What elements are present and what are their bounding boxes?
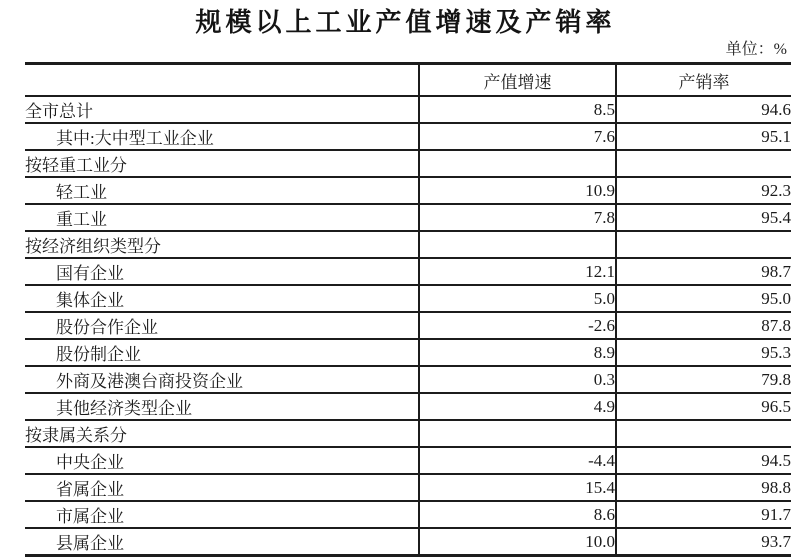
output-growth-value: 8.6 xyxy=(419,501,616,528)
table-row xyxy=(25,285,791,312)
table-row xyxy=(25,528,791,556)
sales-ratio-value: 79.8 xyxy=(761,369,791,389)
table-row xyxy=(25,420,791,447)
sales-ratio-value: 95.4 xyxy=(761,207,791,227)
sales-ratio-value xyxy=(616,420,791,447)
row-label: 市属企业 xyxy=(25,501,419,528)
sales-ratio-value: 96.5 xyxy=(761,396,791,416)
table-row xyxy=(25,393,791,420)
row-label: 中央企业 xyxy=(25,447,419,474)
row-label: 轻工业 xyxy=(25,177,419,204)
output-growth-value: 7.6 xyxy=(419,123,616,150)
header-row xyxy=(25,64,791,97)
unit-label: 单位：% xyxy=(725,41,787,58)
output-growth-value: 5.0 xyxy=(419,285,616,312)
row-label: 其中:大中型工业企业 xyxy=(25,123,419,150)
table-row xyxy=(25,447,791,474)
page-title: 规模以上工业产值增速及产销率 xyxy=(195,8,616,37)
sales-ratio-value: 95.3 xyxy=(761,342,791,362)
row-label: 按经济组织类型分 xyxy=(25,231,419,258)
output-growth-value: 4.9 xyxy=(419,393,616,420)
row-label: 按隶属关系分 xyxy=(25,420,419,447)
sales-ratio-value: 98.7 xyxy=(761,261,791,281)
row-label: 其他经济类型企业 xyxy=(25,393,419,420)
table-row xyxy=(25,339,791,366)
sales-ratio-value: 95.1 xyxy=(761,126,791,146)
table-row xyxy=(25,150,791,177)
sales-ratio-value: 98.8 xyxy=(761,477,791,497)
output-growth-value: -2.6 xyxy=(419,312,616,339)
row-label: 省属企业 xyxy=(25,474,419,501)
output-growth-value: 10.0 xyxy=(419,528,616,556)
output-growth-value: 12.1 xyxy=(419,258,616,285)
sales-ratio-value: 87.8 xyxy=(761,315,791,335)
table-row xyxy=(25,474,791,501)
row-label: 集体企业 xyxy=(25,285,419,312)
output-growth-value: 0.3 xyxy=(419,366,616,393)
row-label: 县属企业 xyxy=(25,528,419,556)
table-row xyxy=(25,366,791,393)
header-output-growth: 产值增速 xyxy=(419,64,616,97)
output-growth-value xyxy=(419,420,616,447)
sales-ratio-value: 93.7 xyxy=(761,531,791,551)
table-row xyxy=(25,123,791,150)
sales-ratio-value: 91.7 xyxy=(761,504,791,524)
output-growth-value xyxy=(419,150,616,177)
row-label: 按轻重工业分 xyxy=(25,150,419,177)
row-label: 国有企业 xyxy=(25,258,419,285)
sales-ratio-value: 94.5 xyxy=(761,450,791,470)
sales-ratio-value xyxy=(616,231,791,258)
output-growth-value: -4.4 xyxy=(419,447,616,474)
sales-ratio-value: 94.6 xyxy=(761,99,791,119)
row-label: 重工业 xyxy=(25,204,419,231)
sales-ratio-value: 95.0 xyxy=(761,288,791,308)
table-row xyxy=(25,258,791,285)
output-growth-value: 7.8 xyxy=(419,204,616,231)
table-row xyxy=(25,204,791,231)
sales-ratio-value xyxy=(616,150,791,177)
header-sales-ratio: 产销率 xyxy=(678,72,730,92)
table-row xyxy=(25,177,791,204)
row-label: 全市总计 xyxy=(25,96,419,123)
table-row xyxy=(25,96,791,123)
output-growth-value: 15.4 xyxy=(419,474,616,501)
row-label: 股份合作企业 xyxy=(25,312,419,339)
output-growth-value xyxy=(419,231,616,258)
output-growth-value: 8.9 xyxy=(419,339,616,366)
table-row xyxy=(25,501,791,528)
output-growth-value: 10.9 xyxy=(419,177,616,204)
row-label: 股份制企业 xyxy=(25,339,419,366)
row-label: 外商及港澳台商投资企业 xyxy=(25,366,419,393)
table-row xyxy=(25,231,791,258)
industrial-output-table xyxy=(25,62,791,557)
header-indicator xyxy=(25,64,419,97)
table-row xyxy=(25,312,791,339)
sales-ratio-value: 92.3 xyxy=(761,180,791,200)
output-growth-value: 8.5 xyxy=(419,96,616,123)
